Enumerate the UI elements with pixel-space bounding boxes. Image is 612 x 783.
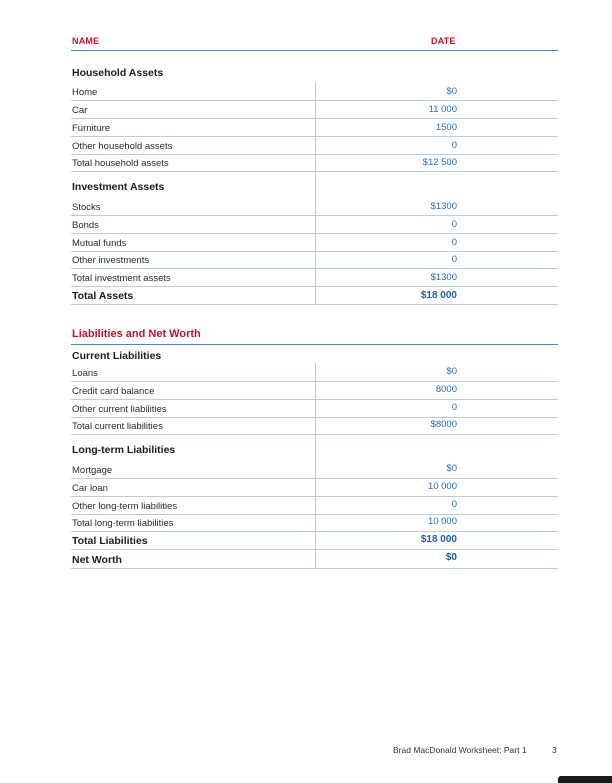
page-number: 3 xyxy=(552,745,557,755)
row-rule xyxy=(71,381,558,382)
net-worth-label: Net Worth xyxy=(72,554,122,566)
row-total-investment-value: $1300 xyxy=(430,272,457,283)
row-rule xyxy=(71,549,558,550)
row-other-household-value: 0 xyxy=(451,140,457,151)
row-other-current-label: Other current liabilities xyxy=(72,404,167,415)
row-other-investments-value: 0 xyxy=(451,254,457,265)
row-rule xyxy=(71,100,558,101)
row-total-current-value: $8000 xyxy=(430,419,457,430)
footer-title: Brad MacDonald Worksheet: Part 1 xyxy=(393,745,527,755)
row-rule xyxy=(71,154,558,155)
total-assets-value: $18 000 xyxy=(420,290,457,301)
corner-tab xyxy=(558,776,612,783)
row-rule xyxy=(71,417,558,418)
row-rule xyxy=(71,233,558,234)
total-assets-label: Total Assets xyxy=(72,290,134,302)
row-mutual-funds-value: 0 xyxy=(451,237,457,248)
current-liabilities-title: Current Liabilities xyxy=(72,350,162,362)
row-total-household-value: $12 500 xyxy=(422,157,457,168)
row-credit-card-value: 8000 xyxy=(435,384,457,395)
row-furniture-label: Furniture xyxy=(72,123,111,134)
row-home-value: $0 xyxy=(446,86,457,97)
row-loans-value: $0 xyxy=(446,366,457,377)
row-car-loan-label: Car loan xyxy=(72,483,108,494)
row-loans-label: Loans xyxy=(72,368,98,379)
header-rule xyxy=(71,50,558,51)
row-total-household-label: Total household assets xyxy=(72,158,169,169)
investment-assets-title: Investment Assets xyxy=(72,181,165,193)
row-other-investments-label: Other investments xyxy=(72,255,150,266)
row-rule xyxy=(71,304,558,305)
row-bonds-label: Bonds xyxy=(72,220,99,231)
row-car-loan-value: 10 000 xyxy=(427,481,457,492)
row-rule xyxy=(71,268,558,269)
row-car-value: 11 000 xyxy=(428,104,457,115)
row-total-current-label: Total current liabilities xyxy=(72,421,163,432)
household-assets-title: Household Assets xyxy=(72,67,164,79)
row-other-current-value: 0 xyxy=(451,402,457,413)
row-total-investment-label: Total investment assets xyxy=(72,273,171,284)
row-rule xyxy=(71,251,558,252)
column-divider xyxy=(315,363,316,568)
row-credit-card-label: Credit card balance xyxy=(72,386,155,397)
row-mortgage-value: $0 xyxy=(446,463,457,474)
row-rule xyxy=(71,568,558,569)
row-rule xyxy=(71,478,558,479)
row-total-long-term-label: Total long-term liabilities xyxy=(72,518,174,529)
row-stocks-value: $1300 xyxy=(430,201,457,212)
row-rule xyxy=(71,399,558,400)
row-total-long-term-value: 10 000 xyxy=(427,516,457,527)
row-furniture-value: 1500 xyxy=(435,122,457,133)
row-rule xyxy=(71,286,558,287)
row-other-household-label: Other household assets xyxy=(72,141,173,152)
row-rule xyxy=(71,496,558,497)
column-divider xyxy=(315,82,316,172)
long-term-liabilities-title: Long-term Liabilities xyxy=(72,444,176,456)
total-liabilities-value: $18 000 xyxy=(420,534,457,545)
row-other-long-term-label: Other long-term liabilities xyxy=(72,501,178,512)
row-rule xyxy=(71,215,558,216)
net-worth-value: $0 xyxy=(445,552,457,563)
row-other-long-term-value: 0 xyxy=(451,499,457,510)
row-mortgage-label: Mortgage xyxy=(72,465,113,476)
total-liabilities-label: Total Liabilities xyxy=(72,535,148,547)
row-rule xyxy=(71,136,558,137)
column-divider xyxy=(315,172,316,304)
name-header: NAME xyxy=(72,36,100,46)
row-stocks-label: Stocks xyxy=(72,202,101,213)
row-rule xyxy=(71,118,558,119)
row-mutual-funds-label: Mutual funds xyxy=(72,238,127,249)
row-rule xyxy=(71,434,558,435)
row-car-label: Car xyxy=(72,105,88,116)
liabilities-net-worth-title: Liabilities and Net Worth xyxy=(72,328,201,340)
liabilities-rule xyxy=(71,344,558,345)
row-bonds-value: 0 xyxy=(451,219,457,230)
row-home-label: Home xyxy=(72,87,98,98)
row-rule xyxy=(71,531,558,532)
row-rule xyxy=(71,514,558,515)
date-header: DATE xyxy=(431,36,456,46)
